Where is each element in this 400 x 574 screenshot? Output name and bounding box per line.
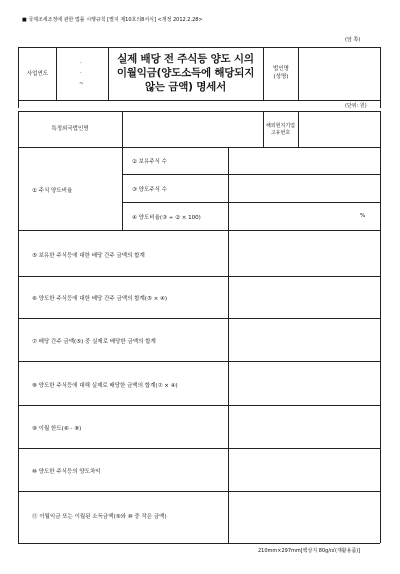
table-left-line	[18, 111, 19, 543]
ratio-divider-1	[122, 147, 123, 230]
corp-name-label-sub: (성명)	[273, 74, 289, 80]
form-title-line-2: 이월익금(양도소득에 해당되지	[116, 67, 255, 79]
year-range-separator: ~	[79, 81, 84, 87]
form-title-line-3: 않는 금액) 명세서	[144, 81, 227, 93]
row-carryover-income: ⑪ 이월익금 또는 이월된 소득금액(⑨와 ⑩ 중 작은 금액)	[32, 514, 167, 520]
table-right-line	[380, 111, 381, 543]
info-divider-2	[263, 111, 264, 147]
frame-top-line	[18, 47, 380, 48]
row-line-3	[18, 361, 380, 362]
ratio-sub-line-2	[122, 202, 380, 203]
transfer-ratio-formula-label: ④ 양도비율(③ ÷ ② × 100)	[132, 215, 201, 221]
share-transfer-ratio-label: ① 주식 양도비율	[32, 188, 73, 194]
ratio-sub-line-1	[122, 174, 380, 175]
overseas-id-label: 해외현지기업	[266, 123, 295, 129]
percent-sign: %	[360, 213, 366, 219]
ratio-divider-2	[228, 147, 229, 230]
form-title-line-1: 실제 배당 전 주식등 양도 시의	[117, 53, 254, 65]
frame-right-line	[380, 47, 381, 108]
row-line-4	[18, 405, 380, 406]
row-line-5	[18, 448, 380, 449]
row-deemed-dividend-held-total: ⑤ 보유한 주식등에 대한 배당 간주 금액의 합계	[32, 253, 145, 259]
row-carryover-limit: ⑨ 이월 한도(⑥ - ⑧)	[32, 426, 82, 432]
row-line-6	[18, 491, 380, 492]
business-year-label: 사업연도	[26, 71, 49, 77]
title-divider-4	[298, 47, 299, 100]
table-bottom-line	[18, 543, 380, 544]
unit-label: (단위: 원)	[345, 103, 367, 109]
row-line-2	[18, 318, 380, 319]
title-divider-1	[56, 47, 57, 100]
row-deemed-dividend-transferred-total: ⑥ 양도한 주식등에 대한 배당 간주 금액의 합계(⑤ × ④)	[32, 296, 168, 302]
shares-held-label: ② 보유주식 수	[132, 159, 167, 165]
info-row-bottom-line	[18, 147, 380, 148]
specific-foreign-corp-label: 특정외국법인명	[51, 126, 89, 132]
ratio-block-bottom-line	[18, 230, 380, 231]
info-divider-1	[122, 111, 123, 147]
row-actual-dividend-transferred-total: ⑧ 양도한 주식등에 대해 실제로 배당한 금액의 합계(⑦ × ④)	[32, 383, 178, 389]
row-transfer-gain: ⑩ 양도한 주식등의 양도차익	[32, 469, 101, 475]
paper-spec: 210mm×297mm[백상지 80g/㎡(재활용품)]	[258, 548, 361, 554]
row-line-1	[18, 276, 380, 277]
legal-reference: ■ 국제조세조정에 관한 법률 시행규칙 [별지 제10호의8서식] <개정 2012.2.28>	[22, 17, 203, 23]
corp-name-label: 법인명	[273, 66, 289, 72]
info-divider-3	[298, 111, 299, 147]
overseas-id-label-sub: 고유번호	[270, 130, 291, 136]
shares-transferred-label: ③ 양도주식 수	[132, 187, 167, 193]
year-end-mark: ·	[80, 70, 82, 76]
year-start-mark: ·	[80, 60, 82, 66]
table-top-line	[18, 111, 380, 112]
title-box-bottom-line	[18, 100, 380, 101]
row-actual-dividend-total: ⑦ 배당 간주 금액(⑤) 중 실제로 배당한 금액의 합계	[32, 339, 156, 345]
page-side-label: (앞 쪽)	[345, 37, 361, 43]
